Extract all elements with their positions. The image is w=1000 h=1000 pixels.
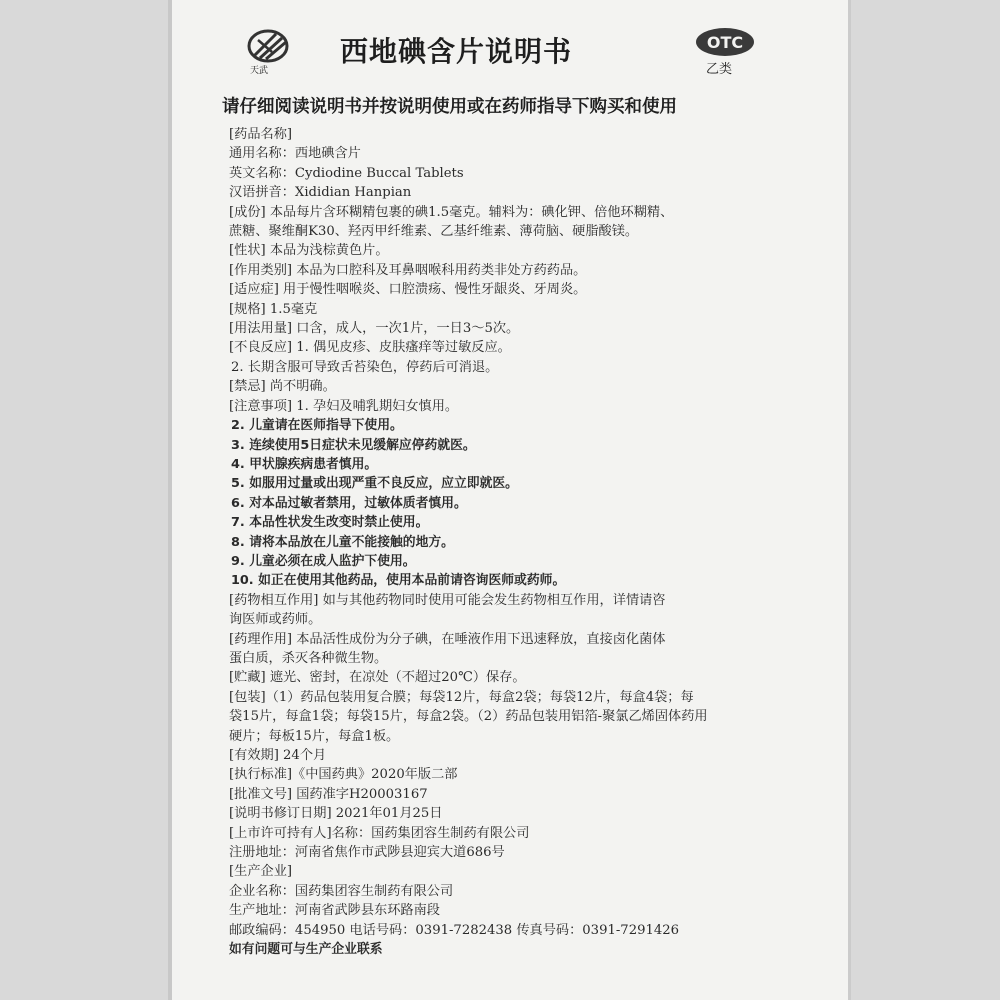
text-line: 企业名称：国药集团容生制药有限公司 <box>229 883 454 899</box>
text-line: 硬片；每板15片，每盒1板。 <box>229 728 400 744</box>
warning-item: 4. 甲状腺疾病患者慎用。 <box>231 456 378 472</box>
warning-item: 8. 请将本品放在儿童不能接触的地方。 <box>231 534 454 550</box>
text-line: 英文名称：Cydiodine Buccal Tablets <box>229 165 464 181</box>
warning-item: 6. 对本品过敏者禁用，过敏体质者慎用。 <box>231 495 467 511</box>
text-line: 汉语拼音：Xididian Hanpian <box>229 185 412 201</box>
text-line: [药理作用] 本品活性成份为分子碘，在唾液作用下迅速释放，直接卤化菌体 <box>229 631 666 647</box>
text-line: [性状] 本品为浅棕黄色片。 <box>229 243 389 259</box>
text-line: 袋15片，每盒1袋；每袋15片，每盒2袋。（2）药品包装用铝箔-聚氯乙烯固体药用 <box>229 709 708 725</box>
text-line: [适应症] 用于慢性咽喉炎、口腔溃疡、慢性牙龈炎、牙周炎。 <box>229 282 587 298</box>
text-line: [执行标准]《中国药典》2020年版二部 <box>229 767 458 783</box>
warning-item: 2. 儿童请在医师指导下使用。 <box>231 418 403 434</box>
text-line: 蛋白质，杀灭各种微生物。 <box>229 650 388 666</box>
otc-badge: OTC <box>696 28 754 56</box>
text-line: [说明书修订日期] 2021年01月25日 <box>229 806 443 822</box>
text-line: [注意事项] 1. 孕妇及哺乳期妇女慎用。 <box>229 398 459 414</box>
text-line: 邮政编码：454950 电话号码：0391-7282438 传真号码：0391-7291426 <box>229 922 680 938</box>
warning-item: 10. 如正在使用其他药品，使用本品前请咨询医师或药师。 <box>231 573 566 589</box>
text-line: [批准文号] 国药准字H20003167 <box>229 786 428 802</box>
text-line: 蔗糖、聚维酮K30、羟丙甲纤维素、乙基纤维素、薄荷脑、硬脂酸镁。 <box>229 224 639 240</box>
text-line: [用法用量] 口含，成人，一次1片，一日3～5次。 <box>229 321 520 337</box>
document-title: 西地碘含片说明书 <box>340 35 573 68</box>
text-line: [不良反应] 1. 偶见皮疹、皮肤瘙痒等过敏反应。 <box>229 340 511 356</box>
warning-item: 9. 儿童必须在成人监护下使用。 <box>231 553 416 569</box>
text-line: 注册地址：河南省焦作市武陟县迎宾大道686号 <box>229 845 505 861</box>
warning-item: 7. 本品性状发生改变时禁止使用。 <box>231 515 429 531</box>
brand-logo-label: 天武 <box>250 66 269 76</box>
text-line: 2. 长期含服可导致舌苔染色，停药后可消退。 <box>231 359 499 375</box>
text-line: 通用名称：西地碘含片 <box>229 146 361 162</box>
section-heading: [药品名称] <box>229 127 293 142</box>
text-line: 询医师或药师。 <box>229 612 322 628</box>
text-line: [药物相互作用] 如与其他药物同时使用可能会发生药物相互作用，详情请咨 <box>229 592 666 608</box>
warning-item: 3. 连续使用5日症状未见缓解应停药就医。 <box>231 437 476 453</box>
text-line: [贮藏] 遮光、密封，在凉处（不超过20℃）保存。 <box>229 670 526 686</box>
text-line: 生产地址：河南省武陟县东环路南段 <box>229 903 440 919</box>
text-line: [上市许可持有人]名称：国药集团容生制药有限公司 <box>229 825 530 841</box>
reading-instruction: 请仔细阅读说明书并按说明使用或在药师指导下购买和使用 <box>222 97 677 117</box>
text-line: [禁忌] 尚不明确。 <box>229 379 336 395</box>
text-line: [包装]（1）药品包装用复合膜；每袋12片，每盒2袋；每袋12片，每盒4袋；每 <box>229 689 694 705</box>
warning-item: 5. 如服用过量或出现严重不良反应，应立即就医。 <box>231 476 518 492</box>
text-line: [作用类别] 本品为口腔科及耳鼻咽喉科用药类非处方药药品。 <box>229 262 587 278</box>
text-line: [生产企业] <box>229 864 293 880</box>
otc-class-label: 乙类 <box>706 62 733 77</box>
text-line: [规格] 1.5毫克 <box>229 301 318 317</box>
text-line: [有效期] 24个月 <box>229 748 327 763</box>
paper-edge <box>848 0 851 1000</box>
leaflet-body <box>229 125 827 959</box>
text-line: [成份] 本品每片含环糊精包裹的碘1.5毫克。辅料为：碘化钾、倍他环糊精、 <box>229 204 674 220</box>
contact-note: 如有问题可与生产企业联系 <box>229 942 383 958</box>
